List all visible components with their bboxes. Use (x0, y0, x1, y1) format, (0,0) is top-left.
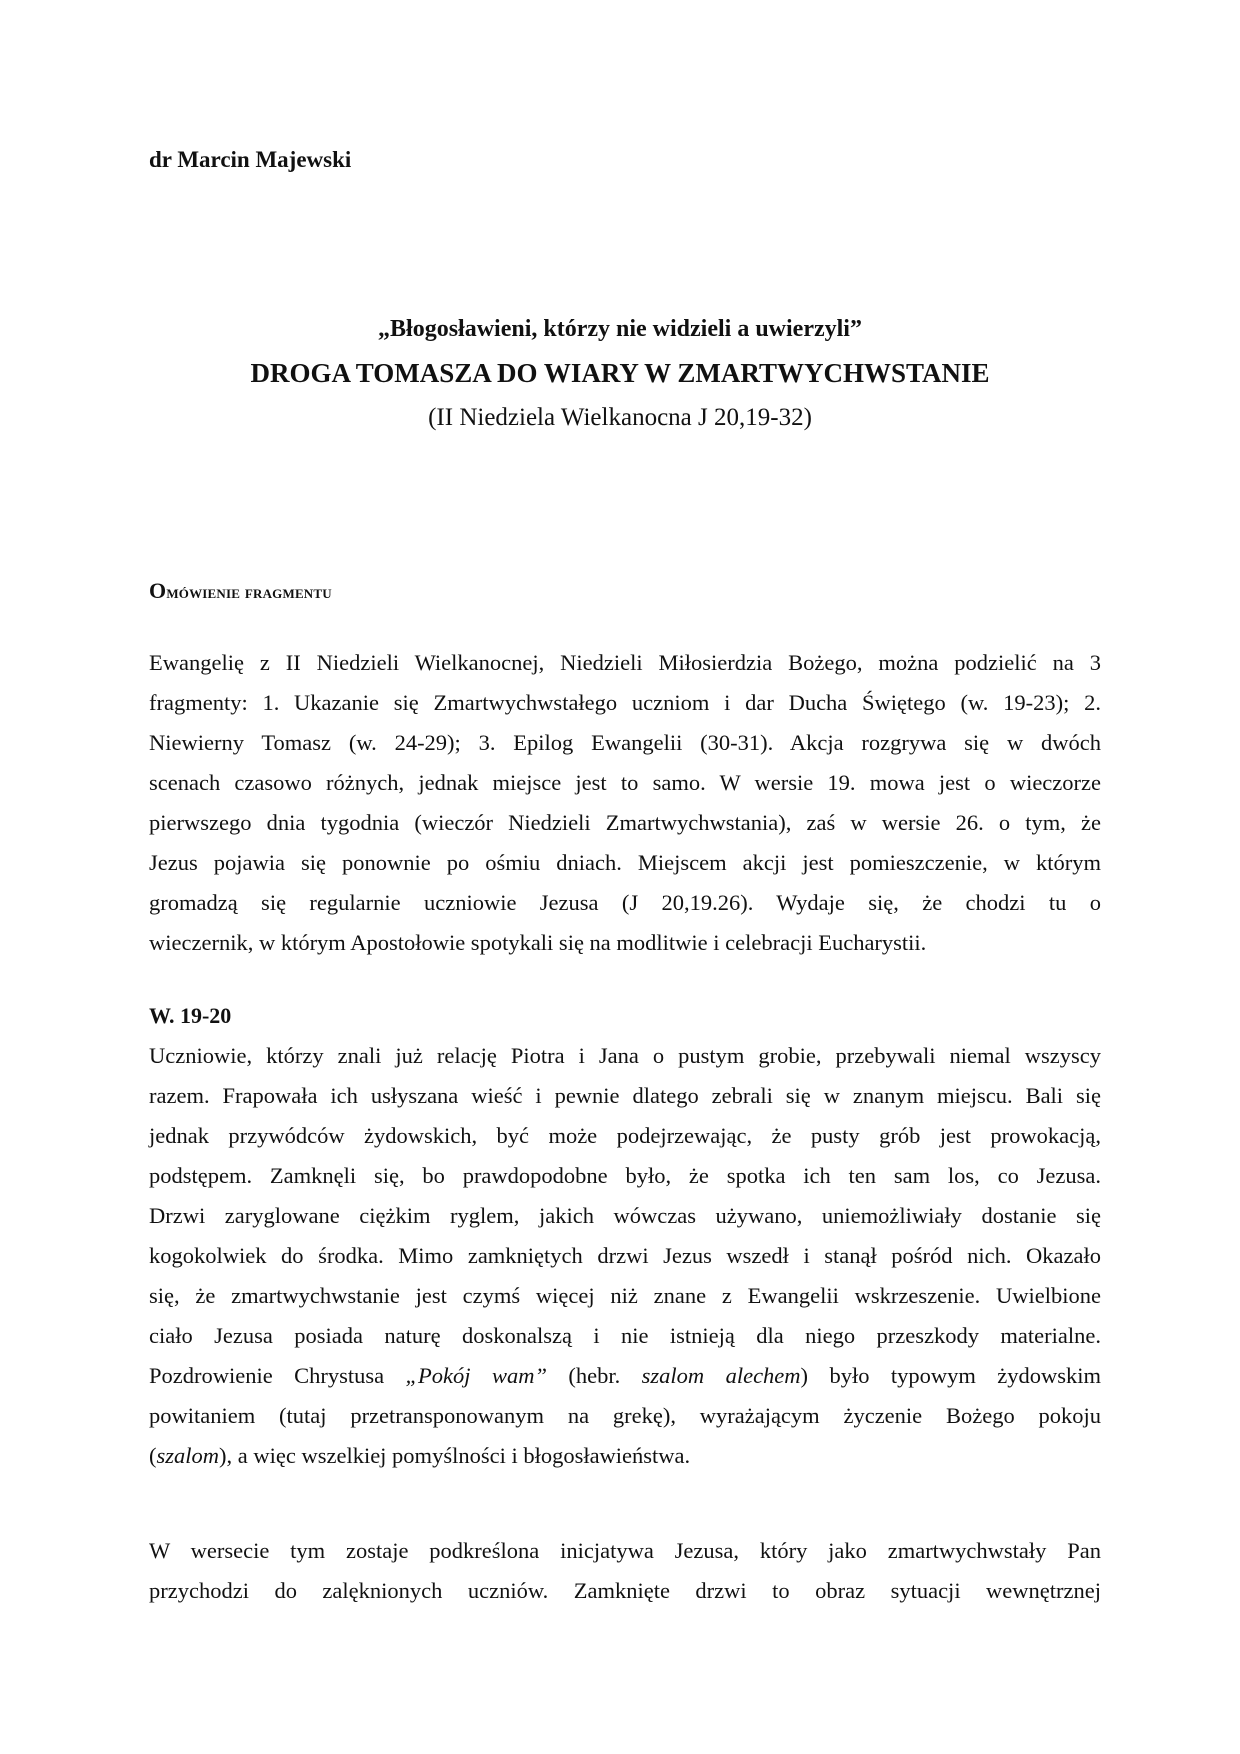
text-line: gromadzą się regularnie uczniowie Jezusa (J 20,19.26). Wydaje się, że chodzi tu o (149, 890, 1101, 915)
text-span: ) było typowym żydowskim (800, 1363, 1102, 1388)
section-heading (149, 578, 332, 604)
paragraph-verses-19-20 (149, 1036, 1101, 1476)
text-line: Ewangelię z II Niedzieli Wielkanocnej, Niedzieli Miłosierdzia Bożego, można podzielić na 3 (149, 650, 1101, 675)
text-line: jednak przywódców żydowskich, być może podejrzewając, że pusty grób jest prowokacją, (149, 1123, 1101, 1148)
text-line: ciało Jezusa posiada naturę doskonalszą i nie istnieją dla niego przeszkody materialne. (149, 1323, 1101, 1348)
paragraph-initiative (149, 1531, 1101, 1611)
document-title: DROGA TOMASZA DO WIARY W ZMARTWYCHWSTANIE (250, 358, 990, 388)
text-line: wieczernik, w którym Apostołowie spotykali się na modlitwie i celebracji Eucharystii. (149, 930, 927, 955)
text-line: się, że zmartwychwstanie jest czymś więcej niż znane z Ewangelii wskrzeszenie. Uwielbione (149, 1283, 1101, 1308)
text-line: Uczniowie, którzy znali już relację Piotra i Jana o pustym grobie, przebywali niemal wszyscy (149, 1043, 1101, 1068)
paragraph-overview (149, 643, 1101, 963)
text-line-greeting (149, 1356, 1101, 1396)
text-line: przychodzi do zalęknionych uczniów. Zamknięte drzwi to obraz sytuacji wewnętrznej (149, 1578, 1101, 1603)
verse-heading: W. 19-20 (149, 1003, 232, 1028)
text-span: ), a więc wszelkiej pomyślności i błogosławieństwa. (219, 1443, 691, 1468)
section-heading-rest: mówienie fragmentu (166, 582, 332, 602)
text-line: fragmenty: 1. Ukazanie się Zmartwychwstałego uczniom i dar Ducha Świętego (w. 19-23); 2. (149, 690, 1101, 715)
text-line (149, 1436, 1101, 1476)
text-line: Jezus pojawia się ponownie po ośmiu dniach. Miejscem akcji jest pomieszczenie, w którym (149, 850, 1101, 875)
text-span: Pozdrowienie Chrystusa (149, 1363, 406, 1388)
text-span: (hebr. (546, 1363, 642, 1388)
text-line: pierwszego dnia tygodnia (wieczór Niedzieli Zmartwychwstania), zaś w wersie 26. o tym, że (149, 810, 1101, 835)
section-heading-initial: O (149, 578, 167, 603)
italic-term: szalom (156, 1443, 220, 1468)
text-line: W wersecie tym zostaje podkreślona inicjatywa Jezusa, który jako zmartwychwstały Pan (149, 1538, 1101, 1563)
text-line: Niewierny Tomasz (w. 24-29); 3. Epilog Ewangelii (30-31). Akcja rozgrywa się w dwóch (149, 730, 1101, 755)
author-name: dr Marcin Majewski (149, 147, 352, 172)
text-line: scenach czasowo różnych, jednak miejsce jest to samo. W wersie 19. mowa jest o wieczorze (149, 770, 1101, 795)
italic-quote: „Pokój wam” (405, 1363, 547, 1388)
text-span: ( (149, 1443, 157, 1468)
italic-hebrew: szalom alechem (641, 1363, 801, 1388)
text-line: razem. Frapowała ich usłyszana wieść i pewnie dlatego zebrali się w znanym miejscu. Bali się (149, 1083, 1101, 1108)
document-quote: „Błogosławieni, którzy nie widzieli a uwierzyli” (378, 316, 862, 342)
document-subtitle: (II Niedziela Wielkanocna J 20,19-32) (428, 404, 812, 431)
text-line: powitaniem (tutaj przetransponowanym na grekę), wyrażającym życzenie Bożego pokoju (149, 1403, 1101, 1428)
text-line: podstępem. Zamknęli się, bo prawdopodobne było, że spotka ich ten sam los, co Jezusa. (149, 1163, 1101, 1188)
text-line: Drzwi zaryglowane ciężkim ryglem, jakich wówczas używano, uniemożliwiały dostanie się (149, 1203, 1101, 1228)
text-line: kogokolwiek do środka. Mimo zamkniętych drzwi Jezus wszedł i stanął pośród nich. Okazało (149, 1243, 1101, 1268)
